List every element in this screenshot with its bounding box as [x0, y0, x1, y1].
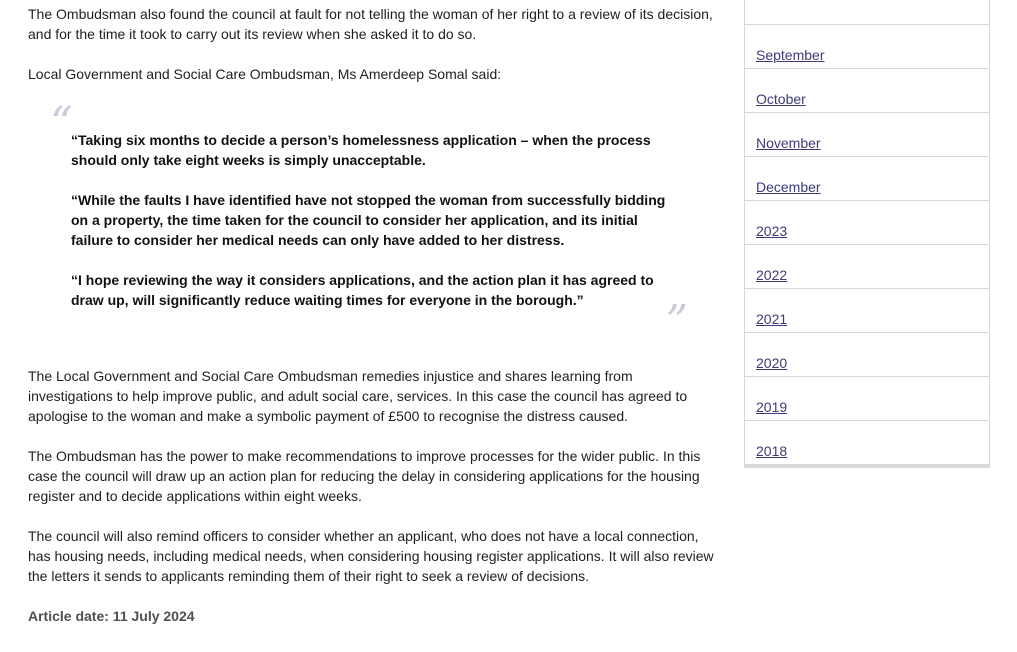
article-paragraph: The Ombudsman also found the council at fault for not telling the woman of her right to a review of its decision, and for the time it took to carry out its review when she asked it to do so.	[28, 6, 713, 42]
ombudsman-quote	[28, 98, 718, 347]
article-paragraph: The Local Government and Social Care Ombudsman remedies injustice and shares learning from investigations to help improve public, and adult social care, services. In this case the council has agreed to apologise to the woman and make a symbolic payment of £500 to recognise the distress caused.	[28, 368, 688, 424]
sidebar-link[interactable]: 2020	[756, 355, 788, 371]
sidebar-item-november[interactable]	[745, 113, 989, 157]
sidebar-link[interactable]: 2018	[756, 443, 788, 459]
quote-paragraph: “While the faults I have identified have not stopped the woman from successfully bidding on a property, the time taken for the council to consider her application, and its initial failure to consider her medical needs can only have added to her distress.	[71, 192, 666, 248]
archive-sidebar	[744, 0, 990, 468]
sidebar-link[interactable]: 2021	[756, 311, 788, 327]
sidebar-item-2020[interactable]	[745, 333, 989, 377]
close-quote-icon: ”	[665, 296, 688, 347]
sidebar-link[interactable]: November	[756, 135, 821, 151]
sidebar-item-december[interactable]	[745, 157, 989, 201]
sidebar-link[interactable]: 2022	[756, 267, 788, 283]
quote-paragraph: “I hope reviewing the way it considers applications, and the action plan it has agreed to draw up, will significantly reduce waiting times for everyone in the borough.”	[71, 272, 654, 308]
sidebar-item-2019[interactable]	[745, 377, 989, 421]
article-date: Article date: 11 July 2024	[28, 608, 195, 624]
sidebar-link[interactable]: December	[756, 179, 821, 195]
open-quote-icon: “	[50, 98, 73, 149]
speaker-intro: Local Government and Social Care Ombudsman, Ms Amerdeep Somal said:	[28, 66, 502, 82]
sidebar-item-october[interactable]	[745, 69, 989, 113]
article-paragraph: The Ombudsman has the power to make recommendations to improve processes for the wider public. In this case the council will draw up an action plan for reducing the delay in considering applications for the housing register and to decide applications within eight weeks.	[28, 448, 701, 504]
sidebar-item-2023[interactable]	[745, 201, 989, 245]
sidebar-link[interactable]: 2019	[756, 399, 788, 415]
article-paragraph: The council will also remind officers to consider whether an applicant, who does not have a local connection, has housing needs, including medical needs, when considering housing register applications. It will also review the letters it sends to applicants reminding them of their right to seek a review of decisions.	[28, 528, 714, 584]
sidebar-item-2021[interactable]	[745, 289, 989, 333]
sidebar-link[interactable]: 2023	[756, 223, 788, 239]
quote-paragraph: “Taking six months to decide a person’s homelessness application – when the process should only take eight weeks is simply unacceptable.	[71, 132, 651, 168]
article-body	[28, 4, 718, 626]
sidebar-link[interactable]: October	[756, 91, 806, 107]
sidebar-item-august[interactable]	[745, 0, 989, 25]
sidebar-item-september[interactable]	[745, 25, 989, 69]
sidebar-link[interactable]: September	[756, 47, 825, 63]
sidebar-item-2018[interactable]	[745, 421, 989, 464]
sidebar-item-2022[interactable]	[745, 245, 989, 289]
